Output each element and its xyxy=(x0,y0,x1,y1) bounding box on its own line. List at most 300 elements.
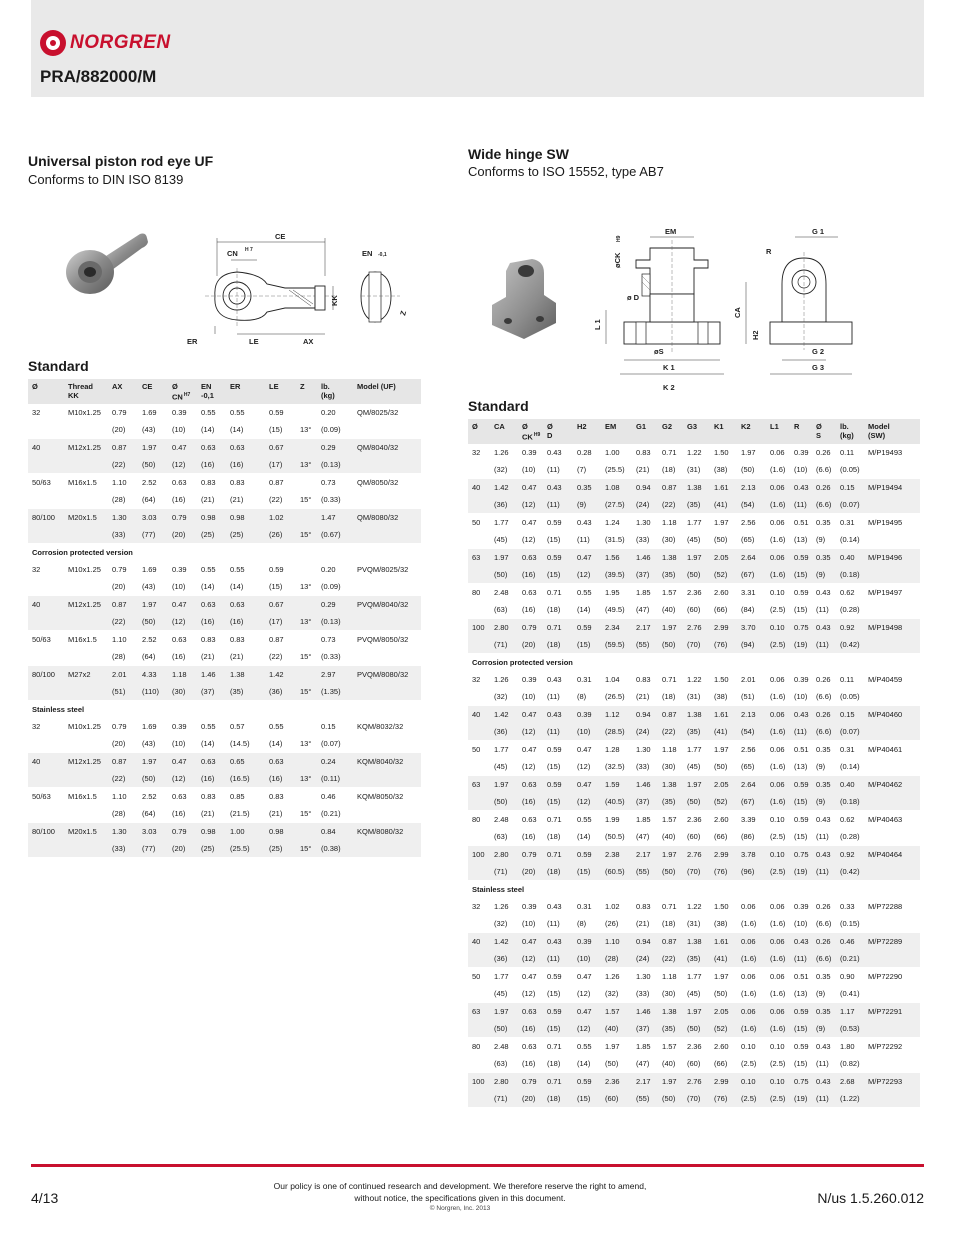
rod-eye-drawing xyxy=(185,228,425,350)
table-cell: 32 xyxy=(472,447,481,457)
table-row xyxy=(468,688,920,705)
table-cell: (50) xyxy=(658,1090,683,1107)
table-cell: (50) xyxy=(683,566,710,583)
table-cell: KQM/8040/32 xyxy=(353,753,421,770)
table-cell: 1.97 xyxy=(658,1073,683,1090)
table-cell: 1.56 xyxy=(601,549,632,566)
table-cell: (18) xyxy=(547,831,561,841)
table-cell: (14) xyxy=(269,738,283,748)
table-cell: 0.26 xyxy=(812,933,836,950)
table-cell: M20x1.5 xyxy=(64,823,108,840)
table-cell: M12x1.25 xyxy=(64,596,108,613)
table-row xyxy=(28,526,421,543)
table-cell: 2.99 xyxy=(710,619,737,636)
table-cell: (33) xyxy=(636,761,650,771)
dim-ck: øCK xyxy=(613,252,622,268)
table-cell: 2.60 xyxy=(714,587,729,597)
table-cell: (0.15) xyxy=(840,918,860,928)
table-cell: 0.63 xyxy=(518,549,543,566)
table-cell: (28.5) xyxy=(601,723,632,740)
table-cell xyxy=(28,526,64,543)
table-cell xyxy=(28,613,64,630)
table-cell: (66) xyxy=(714,1058,728,1068)
table-row xyxy=(28,666,421,683)
table-cell: (40) xyxy=(662,604,676,614)
column-header-line-2 xyxy=(868,431,918,440)
table-cell: 100 xyxy=(468,619,490,636)
table-cell: 2.05 xyxy=(710,549,737,566)
column-header-line-2-text: KK xyxy=(68,391,79,400)
table-cell: (60) xyxy=(687,604,701,614)
column-header xyxy=(108,379,138,404)
table-cell: 0.59 xyxy=(543,1003,573,1020)
table-cell: 2.68 xyxy=(836,1073,864,1090)
table-cell: (1.6) xyxy=(766,566,790,583)
table-cell: 0.26 xyxy=(816,901,831,911)
table-cell: 1.97 xyxy=(714,517,729,527)
table-cell: (16) xyxy=(197,770,226,787)
table-cell: (0.05) xyxy=(840,464,860,474)
column-header-line-2 xyxy=(172,391,195,402)
table-row xyxy=(468,828,920,845)
column-header-line-2-text: (kg) xyxy=(840,431,854,440)
table-cell: (20) xyxy=(168,840,197,857)
table-cell: (27.5) xyxy=(601,496,632,513)
table-cell: 0.31 xyxy=(840,744,855,754)
table-cell: M/P19496 xyxy=(864,549,920,566)
table-cell: (64) xyxy=(142,808,156,818)
table-cell xyxy=(28,421,64,438)
table-cell: 1.61 xyxy=(710,479,737,496)
table-cell: (64) xyxy=(142,494,156,504)
table-cell: 0.55 xyxy=(577,814,592,824)
table-cell: 0.15 xyxy=(321,721,336,731)
table-cell xyxy=(468,688,490,705)
table-cell: (12) xyxy=(577,988,591,998)
dim-g3: G 3 xyxy=(812,363,825,372)
document-reference: N/us 1.5.260.012 xyxy=(817,1190,924,1206)
table-cell: 1.28 xyxy=(605,744,620,754)
table-cell: (0.11) xyxy=(317,770,353,787)
table-cell: (15) xyxy=(573,636,601,653)
table-cell: (21) xyxy=(269,808,283,818)
table-cell: (0.13) xyxy=(317,456,353,473)
table-cell: (24) xyxy=(632,496,658,513)
table-cell: 0.51 xyxy=(794,744,809,754)
table-cell: (16) xyxy=(172,808,186,818)
table-cell: (41) xyxy=(710,723,737,740)
table-cell: 0.55 xyxy=(201,721,216,731)
table-cell: 0.35 xyxy=(573,479,601,496)
table-row xyxy=(468,723,920,740)
table-cell: 0.39 xyxy=(172,564,187,574)
table-cell: 63 xyxy=(468,549,490,566)
table-cell: (11) xyxy=(816,831,829,841)
table-cell: 1.18 xyxy=(168,666,197,683)
table-cell: (11) xyxy=(547,691,560,701)
table-cell: (66) xyxy=(714,831,728,841)
column-header xyxy=(317,379,353,404)
table-cell: (35) xyxy=(683,950,710,967)
table-cell: 0.33 xyxy=(840,901,855,911)
table-cell: (31) xyxy=(687,464,701,474)
table-cell: (32.5) xyxy=(605,761,625,771)
table-cell: (0.07) xyxy=(836,723,864,740)
column-header xyxy=(573,419,601,444)
table-cell: (0.33) xyxy=(321,494,341,504)
table-cell: 0.06 xyxy=(770,447,785,457)
dim-l1: L 1 xyxy=(593,319,602,330)
dim-cn: CN xyxy=(227,249,238,258)
table-cell: (65) xyxy=(741,761,755,771)
dim-ce: CE xyxy=(275,232,286,241)
table-cell: (16) xyxy=(522,1058,536,1068)
table-cell: 0.67 xyxy=(265,439,296,456)
column-header xyxy=(632,419,658,444)
table-cell: 0.63 xyxy=(518,1003,543,1020)
table-cell: (45) xyxy=(687,988,701,998)
table-cell: (16) xyxy=(226,456,265,473)
table-cell: 0.59 xyxy=(547,971,562,981)
table-row xyxy=(28,683,421,700)
table-cell: 100 xyxy=(468,1073,490,1090)
table-cell: (0.33) xyxy=(321,651,341,661)
dim-ca: CA xyxy=(733,307,742,318)
table-cell: 1.97 xyxy=(714,744,729,754)
table-cell: (9) xyxy=(573,496,601,513)
table-cell: M/P72290 xyxy=(868,971,903,981)
table-cell: 32 xyxy=(472,674,481,684)
table-cell: 0.10 xyxy=(766,846,790,863)
table-cell xyxy=(296,631,317,648)
table-cell: (2.5) xyxy=(770,1058,786,1068)
table-cell: 80 xyxy=(472,814,481,824)
table-cell: 0.26 xyxy=(812,706,836,723)
table-cell: (66) xyxy=(714,604,728,614)
table-cell xyxy=(468,1090,490,1107)
table-cell: 0.75 xyxy=(790,846,812,863)
table-row xyxy=(468,933,920,950)
table-cell: 1.97 xyxy=(714,971,729,981)
table-cell: (12) xyxy=(573,566,601,583)
table-cell: 0.71 xyxy=(662,901,677,911)
column-header-line-1: EM xyxy=(605,422,617,431)
table-cell: 0.85 xyxy=(230,791,245,801)
table-cell: (11) xyxy=(790,950,812,967)
table-cell: 0.47 xyxy=(577,971,592,981)
table-cell xyxy=(28,456,64,473)
table-cell xyxy=(864,1020,920,1037)
dim-d: ø D xyxy=(627,293,640,302)
table-cell: (35) xyxy=(658,1020,683,1037)
table-cell: KQM/8050/32 xyxy=(357,791,404,801)
column-header-line-2-text: -0,1 xyxy=(201,391,214,400)
table-cell: (32) xyxy=(494,464,508,474)
table-cell: 0.47 xyxy=(518,933,543,950)
column-header xyxy=(28,379,64,404)
column-header xyxy=(543,419,573,444)
table-cell: 0.83 xyxy=(201,634,216,644)
table-cell: 0.87 xyxy=(108,439,138,456)
table-cell: 1.18 xyxy=(662,971,677,981)
table-cell: (22) xyxy=(658,950,683,967)
table-cell: 0.59 xyxy=(269,407,284,417)
table-cell xyxy=(468,793,490,810)
table-cell: (1.6) xyxy=(770,464,786,474)
table-cell: (10) xyxy=(522,464,536,474)
table-cell: (25.5) xyxy=(226,840,265,857)
table-cell: M/P40460 xyxy=(864,706,920,723)
table-cell: (30) xyxy=(168,683,197,700)
table-cell: (11) xyxy=(812,1090,836,1107)
table-cell: (63) xyxy=(494,604,508,614)
table-cell: M/P72291 xyxy=(864,1003,920,1020)
table-cell xyxy=(353,421,421,438)
table-cell xyxy=(864,985,920,1002)
table-cell: (15) xyxy=(790,793,812,810)
table-cell: 2.01 xyxy=(741,674,756,684)
column-header-line-1: CE xyxy=(142,382,153,391)
table-cell: (20) xyxy=(518,636,543,653)
table-cell: 0.10 xyxy=(766,1073,790,1090)
table-cell: (2.5) xyxy=(766,863,790,880)
table-row xyxy=(468,496,920,513)
column-header-line-1: EN xyxy=(201,382,212,391)
table-cell: 0.63 xyxy=(172,477,187,487)
table-cell: 0.63 xyxy=(522,1041,537,1051)
table-cell: 1.26 xyxy=(494,674,509,684)
table-cell: 1.77 xyxy=(494,517,509,527)
table-cell: (52) xyxy=(710,1020,737,1037)
table-cell: 2.80 xyxy=(490,1073,518,1090)
group-header-row xyxy=(468,654,920,671)
table-cell: (0.38) xyxy=(317,840,353,857)
column-header xyxy=(710,419,737,444)
table-cell: (1.6) xyxy=(770,761,786,771)
table-cell: (10) xyxy=(794,691,808,701)
table-cell: (1.6) xyxy=(770,691,786,701)
table-cell: 32 xyxy=(32,564,41,574)
table-cell: 0.06 xyxy=(737,933,766,950)
table-cell: 1.18 xyxy=(662,744,677,754)
table-cell: 0.79 xyxy=(112,407,127,417)
table-cell: M27x2 xyxy=(64,666,108,683)
table-cell: 0.10 xyxy=(770,587,785,597)
table-cell: 1.38 xyxy=(683,706,710,723)
table-row xyxy=(468,741,920,758)
table-cell: M12x1.25 xyxy=(64,753,108,770)
table-row xyxy=(468,479,920,496)
table-cell: (15) xyxy=(547,761,561,771)
table-cell: (13) xyxy=(794,761,808,771)
table-cell: (28) xyxy=(112,808,126,818)
table-cell: 0.87 xyxy=(269,634,284,644)
table-row xyxy=(28,404,421,421)
table-cell: 0.40 xyxy=(836,549,864,566)
table-cell xyxy=(296,404,317,421)
table-cell: (49.5) xyxy=(605,604,625,614)
table-cell: (45) xyxy=(494,988,508,998)
dim-r: R xyxy=(766,247,772,256)
table-cell: 0.87 xyxy=(658,479,683,496)
table-cell: 0.47 xyxy=(518,706,543,723)
table-cell: M/P19498 xyxy=(864,619,920,636)
column-header xyxy=(864,419,920,444)
table-cell: (1.6) xyxy=(770,534,786,544)
table-cell: (43) xyxy=(142,581,156,591)
table-cell: 4.33 xyxy=(138,666,168,683)
table-cell: 0.87 xyxy=(108,753,138,770)
column-header-line-2 xyxy=(522,431,541,442)
table-cell xyxy=(468,1020,490,1037)
column-header xyxy=(683,419,710,444)
sw-section-title: Wide hinge SW xyxy=(468,146,569,162)
table-cell: 0.79 xyxy=(112,564,127,574)
table-cell: 0.06 xyxy=(766,479,790,496)
table-cell: (11) xyxy=(543,723,573,740)
table-cell: M/P72293 xyxy=(864,1073,920,1090)
table-cell: 0.94 xyxy=(632,933,658,950)
table-cell: 2.48 xyxy=(494,587,509,597)
table-row xyxy=(468,671,920,688)
row-separator-cell xyxy=(468,1107,920,1108)
table-cell: M/P40461 xyxy=(868,744,903,754)
table-cell: (50) xyxy=(490,1020,518,1037)
table-row xyxy=(468,1038,920,1055)
table-row xyxy=(468,601,920,618)
table-cell: 0.62 xyxy=(840,814,855,824)
table-cell: 0.06 xyxy=(766,933,790,950)
table-cell: 1.77 xyxy=(687,744,702,754)
table-cell: (63) xyxy=(494,831,508,841)
table-cell: 0.79 xyxy=(518,619,543,636)
table-cell: (14) xyxy=(230,424,244,434)
table-row xyxy=(28,613,421,630)
table-cell: (1.6) xyxy=(741,918,757,928)
column-header-line-1: CA xyxy=(494,422,505,431)
table-row xyxy=(468,636,920,653)
table-cell: (12) xyxy=(573,1020,601,1037)
table-cell: 0.63 xyxy=(172,634,187,644)
table-cell: 1.02 xyxy=(605,901,620,911)
table-cell: 0.59 xyxy=(794,587,809,597)
header-band xyxy=(31,0,924,97)
table-cell: M16x1.5 xyxy=(68,477,97,487)
table-cell: 1.22 xyxy=(687,674,702,684)
table-cell: (71) xyxy=(490,863,518,880)
table-cell: (35) xyxy=(658,793,683,810)
table-cell: 1.97 xyxy=(605,1041,620,1051)
table-cell: 0.35 xyxy=(816,744,831,754)
table-cell: (11) xyxy=(812,636,836,653)
table-cell: (25) xyxy=(197,840,226,857)
uf-section-subtitle: Conforms to DIN ISO 8139 xyxy=(28,172,184,187)
table-cell: 1.97 xyxy=(138,596,168,613)
table-cell: 1.38 xyxy=(658,776,683,793)
table-cell: (2.5) xyxy=(741,1058,757,1068)
table-cell: 50/63 xyxy=(32,477,51,487)
table-cell: 0.83 xyxy=(201,477,216,487)
table-cell: (50) xyxy=(490,566,518,583)
table-cell: 0.63 xyxy=(197,753,226,770)
table-cell: 2.76 xyxy=(683,619,710,636)
table-cell xyxy=(468,461,490,478)
table-cell: 0.10 xyxy=(766,619,790,636)
table-cell: (15) xyxy=(794,604,808,614)
table-cell: 0.71 xyxy=(547,1041,562,1051)
table-cell: (15) xyxy=(543,1020,573,1037)
table-row xyxy=(468,776,920,793)
table-cell: 0.06 xyxy=(770,674,785,684)
table-cell: (14) xyxy=(201,424,215,434)
table-cell: (16) xyxy=(518,793,543,810)
table-cell: 2.01 xyxy=(108,666,138,683)
table-cell: (51) xyxy=(108,683,138,700)
table-row xyxy=(468,566,920,583)
table-cell xyxy=(468,950,490,967)
table-cell: 1.30 xyxy=(636,971,651,981)
table-cell: (60) xyxy=(687,1058,701,1068)
table-cell: (63) xyxy=(494,1058,508,1068)
tolerance-superscript: H9 xyxy=(533,432,541,438)
table-cell: (17) xyxy=(265,456,296,473)
table-cell: (0.05) xyxy=(840,691,860,701)
table-cell: 1.97 xyxy=(138,439,168,456)
table-cell: (10) xyxy=(794,464,808,474)
dim-en-tol: -0,1 xyxy=(378,252,387,258)
table-cell: 0.06 xyxy=(770,517,785,527)
table-row xyxy=(28,823,421,840)
table-cell: (6.6) xyxy=(812,723,836,740)
table-cell: 2.60 xyxy=(714,1041,729,1051)
table-cell: (0.67) xyxy=(317,526,353,543)
table-cell: 2.17 xyxy=(632,846,658,863)
table-cell xyxy=(468,985,490,1002)
table-cell: (16) xyxy=(197,613,226,630)
column-header-line-1: G3 xyxy=(687,422,698,431)
table-cell: 32 xyxy=(32,721,41,731)
table-cell: 0.06 xyxy=(770,744,785,754)
table-cell: 1.77 xyxy=(494,744,509,754)
table-cell: (51) xyxy=(741,691,755,701)
table-row xyxy=(28,561,421,578)
table-row xyxy=(28,631,421,648)
table-cell: (15) xyxy=(547,988,561,998)
table-cell: (21) xyxy=(201,808,215,818)
table-cell: (45) xyxy=(494,761,508,771)
table-cell: 1.50 xyxy=(714,901,729,911)
table-cell: (50) xyxy=(683,793,710,810)
table-cell: (14.5) xyxy=(230,738,250,748)
column-header-line-1: lb. xyxy=(321,382,330,391)
copyright: © Norgren, Inc. 2013 xyxy=(429,1205,491,1212)
table-cell xyxy=(468,1055,490,1072)
table-cell: (0.07) xyxy=(321,738,341,748)
table-cell: 0.63 xyxy=(197,596,226,613)
table-cell: (6.6) xyxy=(812,950,836,967)
table-cell: (32) xyxy=(494,918,508,928)
table-cell: (1.6) xyxy=(737,1020,766,1037)
table-cell: 1.17 xyxy=(836,1003,864,1020)
group-label: Stainless steel xyxy=(468,881,920,898)
dim-en: EN xyxy=(362,249,373,258)
table-cell: 0.43 xyxy=(812,1073,836,1090)
table-cell: (21) xyxy=(201,651,215,661)
table-cell: (19) xyxy=(790,1090,812,1107)
table-cell xyxy=(468,723,490,740)
table-cell: (15) xyxy=(543,793,573,810)
table-cell: (16) xyxy=(172,494,186,504)
